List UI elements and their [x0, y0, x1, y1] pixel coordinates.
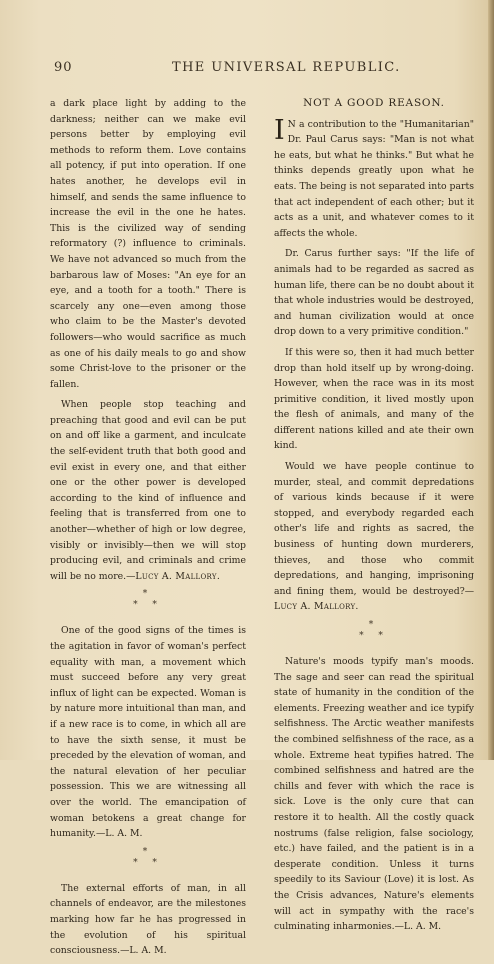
right-paragraph-1	[274, 114, 474, 242]
right-paragraph-1-text: N a contribution to the "Humanitarian" Dr. Paul Carus says: "Man is not what he eats, but what he thinks." But what he thinks depends greatly upon what he eats. The being is not separated into parts that act independent of each other; but it acts as a unit, and whatever comes to it affects the whole.	[274, 118, 474, 239]
article-title: NOT A GOOD REASON.	[303, 97, 445, 109]
separator-asterisks: * * *	[359, 620, 389, 641]
signature-lucy-mallory: Lucy A. Mallory.	[135, 570, 221, 582]
left-paragraph-3: One of the good signs of the times is the agitation in favor of woman's perfect equality with man, a movement which must succeed before any very great influx of light can be expected. Woman is by nature more intuitional than man, and if a new race is to come, in which all are to have the sixth sense, it must be preceded by the elevation of woman, and the natural elevation of her peculiar possession. This we are witnessing all over the world. The emancipation of woman betokens a great change for humanity.—L. A. M.	[50, 625, 246, 840]
left-paragraph-2	[50, 397, 246, 584]
right-paragraph-2: Dr. Carus further says: "If the life of animals had to be regarded as sacred as human life, there can be no doubt about it that whole industries would be destroyed, and human civilization would at once drop down to a very primitive condition."	[274, 248, 474, 338]
page-number: 90	[54, 60, 73, 75]
right-paragraph-4	[274, 459, 474, 615]
right-paragraph-5: Nature's moods typify man's moods. The sage and seer can read the spiritual state of humanity in the condition of the elements. Freezing weather and ice typify selfishness. The Arctic weather manifests the combined selfishness of the race, as a whole. Extreme heat typifies hatred. The combined selfishness and hatred are the chills and fever with which the race is sick. Love is the only cure that can restore it to health. All the costly quack nostrums (false religion, false sociology, etc.) have failed, and the patient is in a desperate condition. Unless it turns speedily to its Saviour (Love) it is lost. As the Crisis advances, Nature's elements will act in sympathy with the race's culminating inharmonies.—L. A. M.	[274, 656, 474, 933]
left-paragraph-1: a dark place light by adding to the darkness; neither can we make evil persons better by employing evil methods to reform them. Love contains all potency, if put into operation. If one hates another, he develops evil in himself, and sends the same influence to increase the evil in the one he hates. This is the civilized way of sending reformatory (?) influence to criminals. We have not advanced so much from the barbarous law of Moses: "An eye for an eye, and a tooth for a tooth." There is scarcely any one—even among those who claim to be the Master's devoted followers—who would sacrifice as much as one of his daily meals to go and show some Christ-love to the prisoner or the fallen.	[50, 98, 246, 390]
running-title: THE UNIVERSAL REPUBLIC.	[172, 60, 401, 75]
page-edge	[488, 0, 494, 760]
signature-lucy-mallory: Lucy A. Mallory.	[274, 601, 359, 613]
left-paragraph-2-body: When people stop teaching and preaching that good and evil can be put on and off like a garment, and inculcate the self-evident truth that both good and evil exist in every one, and that either one or the other power is developed according to the kind of influence and feeling that is transferred from one to another—whether of high or low degree, visibly or invisibly—then we will stop producing evil, and criminals and crime will be no more.—	[50, 399, 246, 582]
left-paragraph-4: The external efforts of man, in all channels of endeavor, are the milestones marking how far he has progressed in the evolution of his spiritual consciousness.—L. A. M.	[50, 882, 246, 957]
separator-asterisks: * * *	[133, 846, 163, 868]
separator-asterisks: * * *	[133, 589, 163, 611]
left-column	[50, 96, 246, 964]
right-column	[274, 96, 474, 940]
drop-cap: I	[274, 114, 285, 146]
right-paragraph-3: If this were so, then it had much better drop than hold itself up by wrong-doing. However, when the race was in its most primitive condition, it lived mostly upon the flesh of animals, and many of the different nations killed and ate their own kind.	[274, 346, 474, 452]
page-header	[0, 60, 494, 80]
right-paragraph-4-body: Would we have people continue to murder, steal, and commit depredations of various kinds because if it were stopped, and everybody regarded each other's life and rights as sacred, the business of hunting down murderers, thieves, and those who commit depredations, and hanging, imprisoning and fining them, would be destroyed?—	[274, 461, 474, 597]
